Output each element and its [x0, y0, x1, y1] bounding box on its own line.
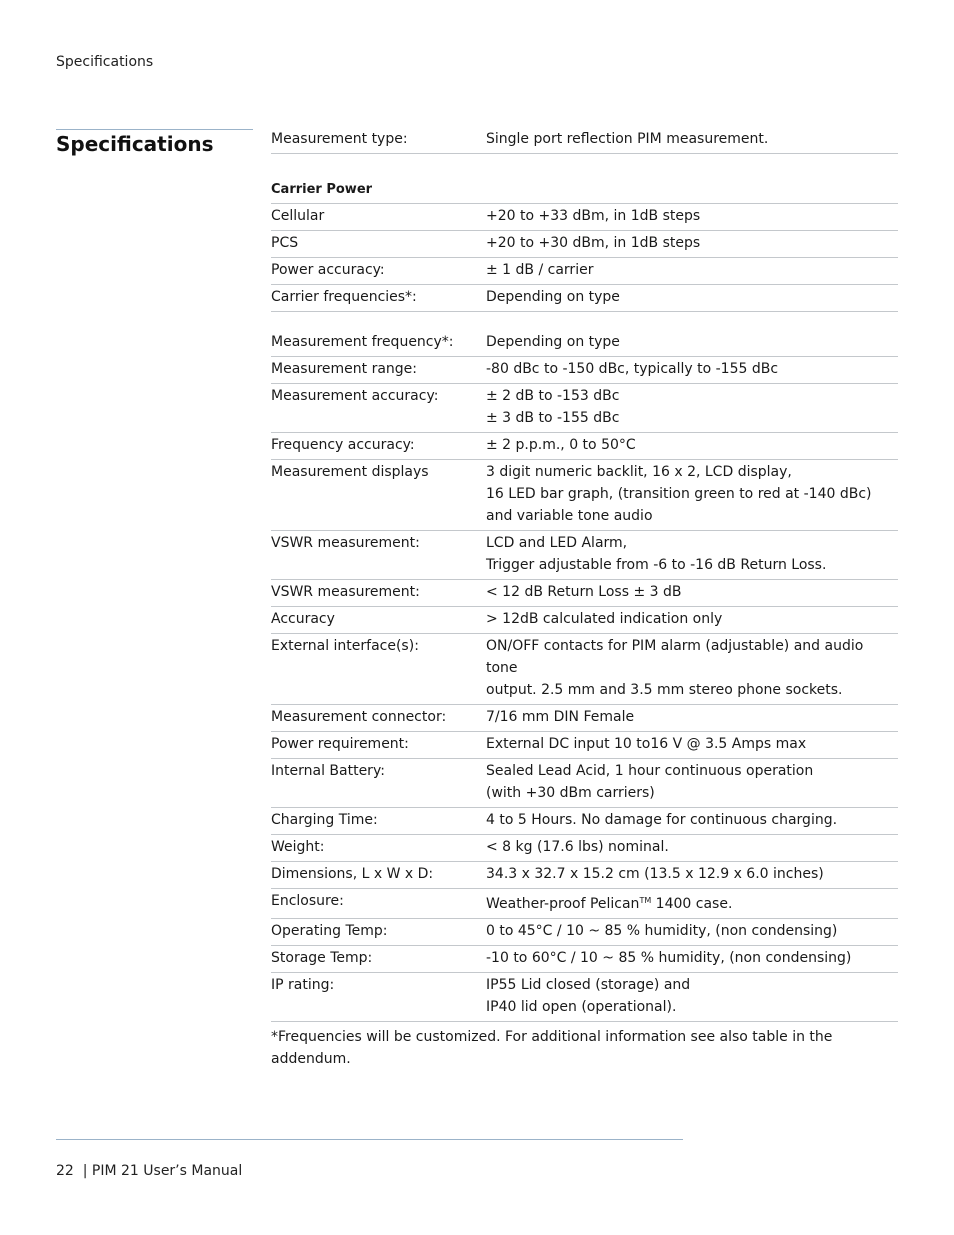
spec-row: [271, 460, 898, 531]
spec-label: Enclosure:: [271, 893, 344, 909]
spec-row: [271, 330, 898, 357]
spec-value: [486, 974, 898, 1018]
spec-value-line: Depending on type: [486, 334, 620, 350]
spec-value: +20 to +30 dBm, in 1dB steps: [486, 235, 701, 251]
spec-value-line: -10 to 60°C / 10 ~ 85 % humidity, (non condensing): [486, 950, 852, 966]
spec-value-line: ± 3 dB to -155 dBc: [486, 410, 620, 426]
spec-value: [486, 890, 898, 915]
spec-row: [271, 705, 898, 732]
spec-row: [271, 231, 898, 258]
spec-value-line: -80 dBc to -150 dBc, typically to -155 dBc: [486, 361, 779, 377]
spec-label: Cellular: [271, 208, 325, 224]
enclosure-value-suffix: 1400 case.: [651, 896, 733, 912]
spec-tail-rows: [271, 919, 898, 1022]
spec-label: Internal Battery:: [271, 763, 385, 779]
spec-row: [271, 759, 898, 808]
spec-row: [271, 258, 898, 285]
spec-value-line: 16 LED bar graph, (transition green to red at -140 dBc): [486, 486, 872, 502]
section-title: Specifications: [56, 132, 214, 156]
section-title-rule: [56, 129, 253, 130]
spec-value: Single port reflection PIM measurement.: [486, 131, 769, 147]
spec-label: Operating Temp:: [271, 923, 388, 939]
spec-value-line: 4 to 5 Hours. No damage for continuous charging.: [486, 812, 838, 828]
spec-label: Measurement type:: [271, 131, 408, 147]
spec-label: Accuracy: [271, 611, 335, 627]
spec-label: Frequency accuracy:: [271, 437, 415, 453]
spec-value: [486, 733, 898, 755]
spec-label: Weight:: [271, 839, 325, 855]
trademark-mark: TM: [639, 896, 652, 905]
spec-label: Measurement range:: [271, 361, 417, 377]
spec-row: [271, 285, 898, 312]
spec-value: +20 to +33 dBm, in 1dB steps: [486, 208, 701, 224]
spec-value: [486, 706, 898, 728]
spec-row-enclosure: [271, 889, 898, 919]
spec-value-line: 3 digit numeric backlit, 16 x 2, LCD display,: [486, 464, 792, 480]
spec-value: ± 1 dB / carrier: [486, 262, 594, 278]
spec-row: [271, 634, 898, 705]
spec-label: Power requirement:: [271, 736, 409, 752]
manual-title: PIM 21 User’s Manual: [91, 1163, 243, 1179]
spec-label: Carrier frequencies*:: [271, 289, 417, 305]
running-header: Specifications: [56, 54, 154, 70]
spec-value-line: (with +30 dBm carriers): [486, 785, 655, 801]
spec-value-line: < 8 kg (17.6 lbs) nominal.: [486, 839, 669, 855]
spec-row: [271, 946, 898, 973]
spec-label: Dimensions, L x W x D:: [271, 866, 434, 882]
spec-value: [486, 385, 898, 429]
spec-value: [486, 434, 898, 456]
spec-value: [486, 920, 898, 942]
spec-row: [271, 357, 898, 384]
spec-value: [486, 461, 898, 527]
spec-value-line: 34.3 x 32.7 x 15.2 cm (13.5 x 12.9 x 6.0 inches): [486, 866, 824, 882]
spec-label: Charging Time:: [271, 812, 378, 828]
spec-label: VSWR measurement:: [271, 535, 420, 551]
spec-value: [486, 836, 898, 858]
spec-label: Measurement connector:: [271, 709, 447, 725]
spec-label: Measurement displays: [271, 464, 429, 480]
spec-value: [486, 331, 898, 353]
spec-row: [271, 732, 898, 759]
spec-row: [271, 973, 898, 1022]
carrier-power-heading: Carrier Power: [271, 180, 898, 204]
footnote: *Frequencies will be customized. For additional information see also table in the addendum.: [271, 1029, 833, 1067]
spec-value-line: > 12dB calculated indication only: [486, 611, 723, 627]
spec-value-line: ± 2 p.p.m., 0 to 50°C: [486, 437, 636, 453]
spec-row: [271, 835, 898, 862]
footer-separator: |: [73, 1163, 92, 1179]
carrier-power-rows: [271, 204, 898, 312]
spec-value-line: and variable tone audio: [486, 508, 653, 524]
spec-label: IP rating:: [271, 977, 335, 993]
spec-value: [486, 809, 898, 831]
spec-row: [271, 580, 898, 607]
spec-value-line: LCD and LED Alarm,: [486, 535, 628, 551]
spec-value: [486, 760, 898, 804]
spec-row: [271, 919, 898, 946]
enclosure-value-text: Weather-proof Pelican: [486, 896, 640, 912]
spec-value-line: 7/16 mm DIN Female: [486, 709, 635, 725]
spec-row: [271, 607, 898, 634]
spec-label: Measurement accuracy:: [271, 388, 439, 404]
spec-label: Power accuracy:: [271, 262, 385, 278]
spec-value-line: ± 2 dB to -153 dBc: [486, 388, 620, 404]
spec-label: PCS: [271, 235, 299, 251]
spec-row: [271, 862, 898, 889]
spec-value: [486, 947, 898, 969]
spec-value: [486, 358, 898, 380]
spec-label: VSWR measurement:: [271, 584, 420, 600]
spec-label: Storage Temp:: [271, 950, 373, 966]
page-footer: [56, 1163, 242, 1179]
spec-value-line: Sealed Lead Acid, 1 hour continuous operation: [486, 763, 814, 779]
spec-value-line: IP55 Lid closed (storage) and: [486, 977, 691, 993]
spec-table: [271, 127, 898, 1070]
spec-value: [486, 532, 898, 576]
spec-value-line: Trigger adjustable from -6 to -16 dB Return Loss.: [486, 557, 827, 573]
footer-rule: [56, 1139, 683, 1140]
spec-value: [486, 635, 898, 701]
spec-value-line: External DC input 10 to16 V @ 3.5 Amps max: [486, 736, 807, 752]
spec-value-line: 0 to 45°C / 10 ~ 85 % humidity, (non condensing): [486, 923, 838, 939]
spec-value-line: ON/OFF contacts for PIM alarm (adjustable) and audio tone: [486, 638, 864, 676]
spec-row: [271, 384, 898, 433]
spec-value: [486, 608, 898, 630]
spec-row: [271, 433, 898, 460]
spec-row: [271, 531, 898, 580]
spec-value: [486, 581, 898, 603]
spec-value-line: IP40 lid open (operational).: [486, 999, 677, 1015]
spec-row: [271, 204, 898, 231]
spec-label: Measurement frequency*:: [271, 334, 454, 350]
spec-label: External interface(s):: [271, 638, 419, 654]
spec-value: [486, 863, 898, 885]
spec-row-measurement-type: [271, 127, 898, 154]
spec-rows: [271, 330, 898, 889]
page-number: 22: [56, 1163, 74, 1179]
spec-row: [271, 808, 898, 835]
spec-value: Depending on type: [486, 289, 620, 305]
spec-value-line: output. 2.5 mm and 3.5 mm stereo phone sockets.: [486, 682, 843, 698]
spec-value-line: < 12 dB Return Loss ± 3 dB: [486, 584, 682, 600]
